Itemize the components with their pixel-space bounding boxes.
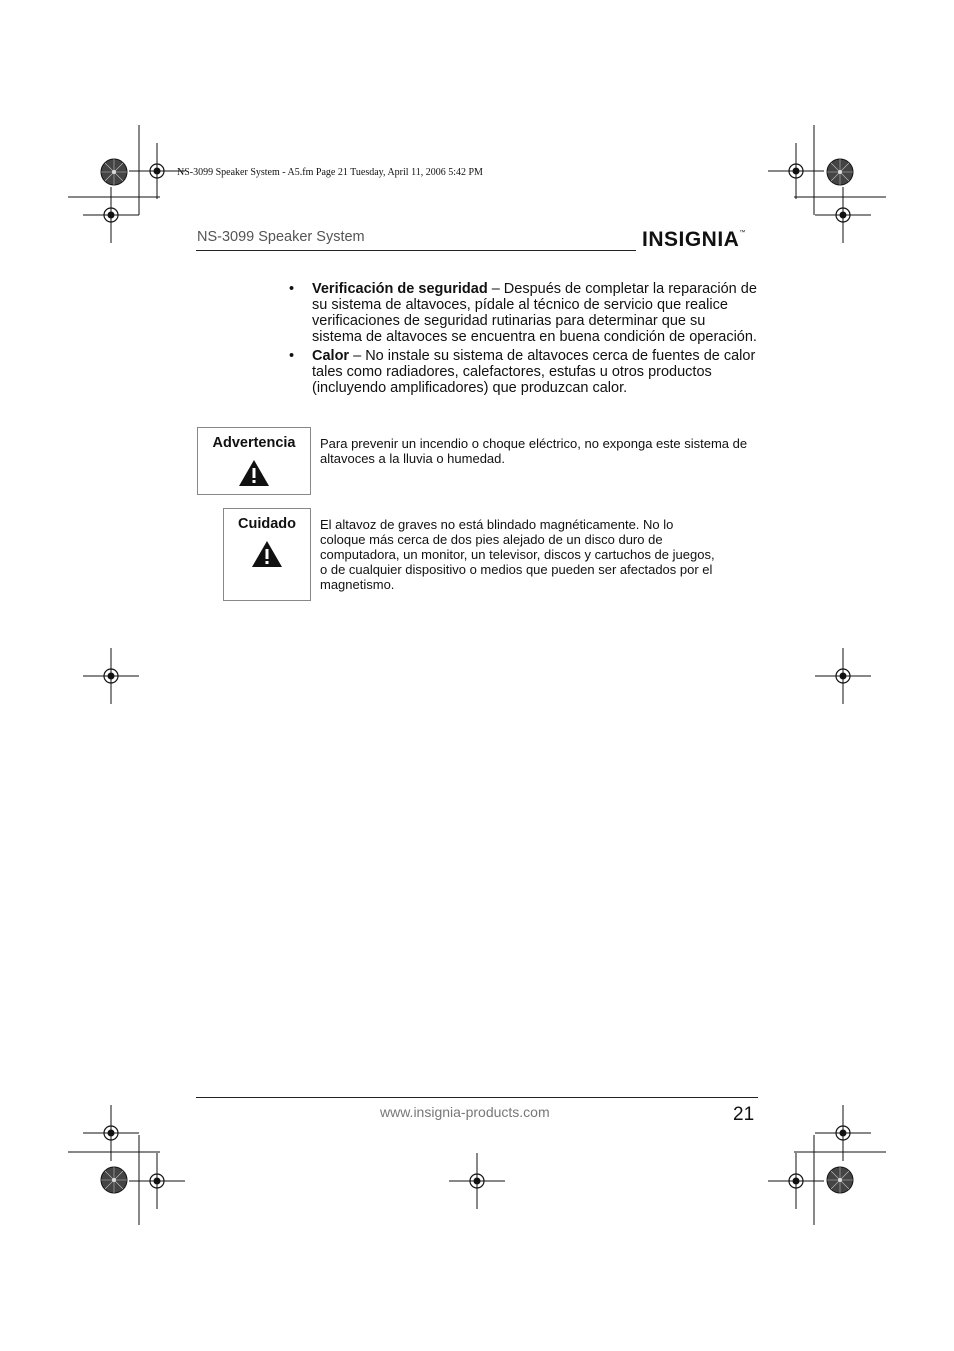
page-number: 21 — [733, 1104, 755, 1125]
bullet-dot: • — [289, 348, 295, 364]
logo-trademark: ™ — [739, 230, 746, 236]
warning-text: Para prevenir un incendio o choque eléctrico, no exponga este sistema de altavoces a la lluvia o humedad. — [320, 436, 748, 466]
header-title: NS-3099 Speaker System — [197, 229, 365, 245]
file-slug: NS-3099 Speaker System - A5.fm Page 21 Tuesday, April 11, 2006 5:42 PM — [177, 167, 483, 178]
caution-text: El altavoz de graves no está blindado magnéticamente. No lo coloque más cerca de dos pies alejado de un disco duro de computadora, un monitor, un televisor, discos y cartuchos de juegos, o de cualquier dispositivo o medios que pueden ser afectados por el magnetismo. — [320, 517, 715, 592]
bullet-term: Verificación de seguridad — [312, 281, 488, 297]
bullet-text: – Después de completar la reparación de su sistema de altavoces, pídale al técnico de servicio que realice verificaciones de seguridad rutinarias para determinar que su sistema de altavoces se encuentra en buena condición de operación. — [312, 281, 757, 345]
bullet-dot: • — [289, 281, 295, 297]
bullet-text: – No instale su sistema de altavoces cerca de fuentes de calor tales como radiadores, calefactores, estufas u otros productos (incluyendo amplificadores) que produzcan calor. — [312, 348, 756, 396]
caution-label: Cuidado — [238, 516, 296, 532]
warning-label: Advertencia — [212, 435, 296, 451]
logo-text: INSIGNIA — [642, 228, 740, 251]
footer-url: www.insignia-products.com — [380, 1104, 550, 1120]
bullet-term: Calor — [312, 348, 350, 364]
